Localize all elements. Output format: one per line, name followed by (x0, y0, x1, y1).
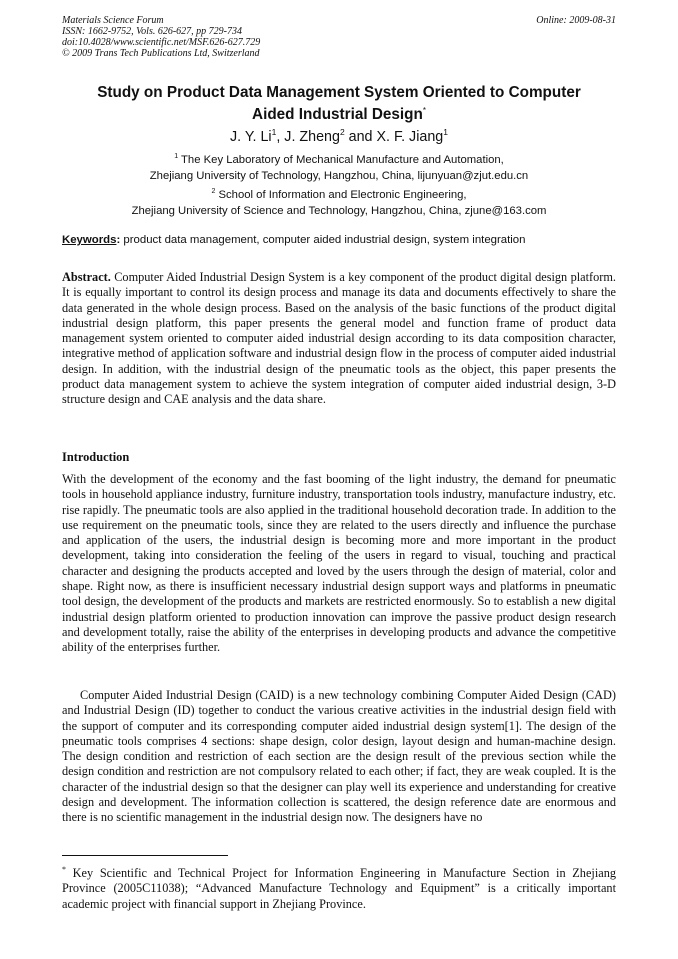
affiliation-line: School of Information and Electronic Engineering, (218, 188, 467, 201)
author-separator: , (276, 128, 285, 145)
affiliation-line: The Key Laboratory of Mechanical Manufacture and Automation, (181, 153, 504, 166)
keywords-label: Keywords (62, 234, 117, 246)
author-affil-mark: 1 (271, 127, 277, 137)
title-footnote-mark: * (422, 106, 426, 115)
affiliation-line: Zhejiang University of Science and Technology, Hangzhou, China, zjune@163.com (131, 204, 547, 217)
footnote-mark: * (62, 865, 66, 874)
introduction-paragraph-2: Computer Aided Industrial Design (CAID) is a new technology combining Computer Aided Design (CAD) and Industrial Design (ID) together to conduct the various creative activities in the industrial design field with the support of computer and its corresponding computer aided industrial design system[1]. The design of the pneumatic tools comprises 4 sections: shape design, color design, layout design and human-machine design. The design condition and restriction of each section are the design result of the previous section while the design condition and restriction are not compulsory related to each other; if fact, they are weak coupled. It is the character of the industrial design so that the designer can play well its experience and understanding for creative design and development. The information collection is scattered, the design reference date are enormous and there is no scientific management in the industrial design now. The designers have no (62, 688, 616, 825)
abstract-label: Abstract. (62, 270, 111, 284)
author-name: J. Y. Li (230, 128, 272, 145)
title-line-2 (62, 102, 616, 124)
abstract-text: Computer Aided Industrial Design System is a key component of the product digital design platform. It is equally important to control its design process and manage its data and documents effectively to share the data generated in the whole design process. Based on the analysis of the basic functions of the product digital industrial design platform, this paper presents the general model and function frame of product data management system oriented to computer aided industrial design according to its data composition character, integrative method of application software and industrial design flow in the process of computer aided industrial design. In addition, with the industrial design of the pneumatic tools as the object, this paper presents the product data management system to achieve the system integration of computer aided industrial design, 3-D structure design and CAE analysis and the data share. (62, 270, 616, 407)
keywords (62, 234, 616, 246)
online-date: Online: 2009-08-31 (536, 15, 616, 26)
journal-header (62, 15, 616, 59)
copyright-line: © 2009 Trans Tech Publications Ltd, Switzerland (62, 48, 260, 59)
abstract (62, 270, 616, 408)
author-affil-mark: 2 (339, 127, 345, 137)
affiliation-line: Zhejiang University of Technology, Hangzhou, China, lijunyuan@zjut.edu.cn (149, 169, 529, 182)
keywords-colon: : (116, 234, 121, 246)
keywords-text: product data management, computer aided industrial design, system integration (120, 234, 526, 246)
footnote-divider (62, 855, 228, 856)
author-affil-mark: 1 (443, 127, 448, 137)
affiliation-mark: 1 (174, 153, 179, 160)
title-line-2-text: Aided Industrial Design (252, 106, 423, 124)
affiliation-2 (62, 184, 616, 219)
journal-name: Materials Science Forum (62, 15, 164, 26)
doi-line: doi:10.4028/www.scientific.net/MSF.626-627.729 (62, 37, 261, 48)
title-line-1: Study on Product Data Management System Oriented to Computer (97, 84, 581, 101)
author-separator: and (344, 128, 377, 145)
introduction-paragraph-1: With the development of the economy and the fast booming of the light industry, the demand for pneumatic tools in household appliance industry, furniture industry, transportation tools industry, manufacture industry, etc. rise rapidly. The pneumatic tools are also applied in the traditional household decoration trade. In addition to the use requirement on the pneumatic tools, since they are related to the users directly and influence the purchase and application of the users, the industrial design is becoming more and more important in the product development, taking into consideration the feeling of the users in regard to visual, touching and practical character and designing the products accepted and loved by the users through the design of material, color and shape. Right now, as there is insufficient necessary industrial design support ways and platforms in pneumatic tool design, the development of the products and markets are restricted enormously. So to establish a new digital industrial design platform oriented to production innovation can improve the passive product design research and development totally, raise the ability of the enterprises in developing products and advance the competitive ability of the enterprises further. (62, 472, 616, 655)
paper-title (62, 84, 616, 124)
issn-line: ISSN: 1662-9752, Vols. 626-627, pp 729-734 (62, 26, 242, 37)
author-name: J. Zheng (284, 128, 340, 145)
affiliation-1 (62, 149, 616, 184)
author-list (62, 124, 616, 146)
author-name: X. F. Jiang (376, 128, 444, 145)
footnote (62, 862, 616, 912)
section-heading-introduction: Introduction (62, 450, 130, 464)
footnote-text: Key Scientific and Technical Project for Information Engineering in Manufacture Section in Zhejiang Province (2005C11038); “Advanced Manufacture Technology and Equipment” is a critically important academic project with financial support in Zhejiang Province. (62, 866, 616, 911)
affiliation-mark: 2 (211, 188, 216, 195)
